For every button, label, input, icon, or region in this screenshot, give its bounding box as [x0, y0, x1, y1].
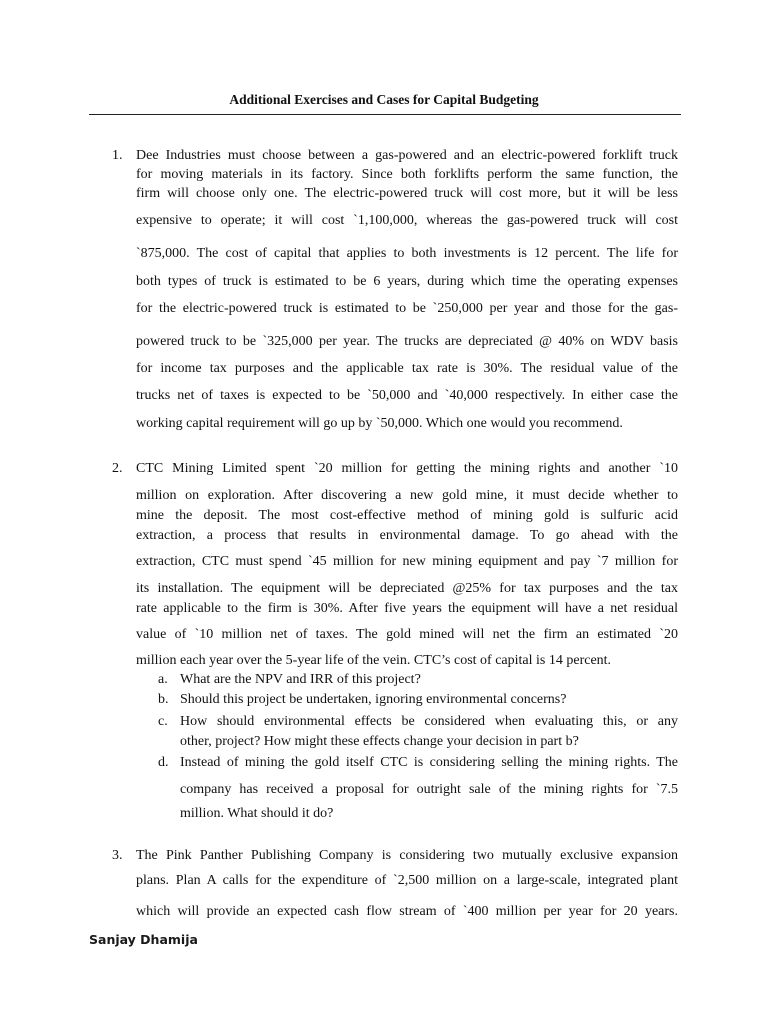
question-number: 2. [112, 461, 123, 476]
paragraph-line: expensive to operate; it will cost `1,100,000, whereas the gas-powered truck will cost [136, 213, 678, 228]
subquestion-line: Instead of mining the gold itself CTC is considering selling the mining rights. The [180, 755, 678, 770]
paragraph-line: rate applicable to the firm is 30%. After five years the equipment will have a net residual [136, 601, 678, 616]
paragraph-line: plans. Plan A calls for the expenditure of `2,500 million on a large-scale, integrated plant [136, 873, 678, 888]
paragraph-line: The Pink Panther Publishing Company is considering two mutually exclusive expansion [136, 848, 678, 863]
title-divider [89, 114, 681, 115]
paragraph-line: which will provide an expected cash flow stream of `400 million per year for 20 years. [136, 904, 678, 919]
paragraph-line: its installation. The equipment will be depreciated @25% for tax purposes and the tax [136, 581, 678, 596]
subquestion-line: How should environmental effects be considered when evaluating this, or any [180, 714, 678, 729]
paragraph-line: million each year over the 5-year life of the vein. CTC’s cost of capital is 14 percent. [136, 653, 612, 668]
question-number: 1. [112, 148, 123, 163]
paragraph-line: trucks net of taxes is expected to be `50,000 and `40,000 respectively. In either case the [136, 388, 678, 403]
paragraph-line: firm will choose only one. The electric-powered truck will cost more, but it will be less [136, 186, 678, 201]
subquestion-label: a. [158, 672, 168, 687]
footer-author: Sanjay Dhamija [89, 932, 198, 947]
paragraph-line: value of `10 million net of taxes. The gold mined will net the firm an estimated `20 [136, 627, 678, 642]
paragraph-line: extraction, a process that results in environmental damage. To go ahead with the [136, 528, 678, 543]
paragraph-line: extraction, CTC must spend `45 million for new mining equipment and pay `7 million for [136, 554, 678, 569]
subquestion-label: d. [158, 755, 169, 770]
subquestion-line: million. What should it do? [180, 806, 334, 821]
subquestion-line: Should this project be undertaken, ignoring environmental concerns? [180, 692, 567, 707]
paragraph-line: working capital requirement will go up by `50,000. Which one would you recommend. [136, 416, 623, 431]
subquestion-line: company has received a proposal for outright sale of the mining rights for `7.5 [180, 782, 678, 797]
paragraph-line: powered truck to be `325,000 per year. The trucks are depreciated @ 40% on WDV basis [136, 334, 678, 349]
paragraph-line: for moving materials in its factory. Since both forklifts perform the same function, the [136, 167, 678, 182]
subquestion-line: other, project? How might these effects change your decision in part b? [180, 734, 579, 749]
paragraph-line: mine the deposit. The most cost-effective method of mining gold is sulfuric acid [136, 508, 678, 523]
subquestion-line: What are the NPV and IRR of this project? [180, 672, 421, 687]
paragraph-line: CTC Mining Limited spent `20 million for getting the mining rights and another `10 [136, 461, 678, 476]
document-title: Additional Exercises and Cases for Capital Budgeting [229, 92, 539, 107]
question-number: 3. [112, 848, 123, 863]
paragraph-line: million on exploration. After discovering a new gold mine, it must decide whether to [136, 488, 678, 503]
subquestion-label: b. [158, 692, 169, 707]
paragraph-line: `875,000. The cost of capital that applies to both investments is 12 percent. The life for [136, 246, 678, 261]
paragraph-line: for income tax purposes and the applicable tax rate is 30%. The residual value of the [136, 361, 678, 376]
subquestion-label: c. [158, 714, 168, 729]
paragraph-line: for the electric-powered truck is estimated to be `250,000 per year and those for the gas- [136, 301, 678, 316]
paragraph-line: both types of truck is estimated to be 6 years, during which time the operating expenses [136, 274, 678, 289]
paragraph-line: Dee Industries must choose between a gas-powered and an electric-powered forklift truck [136, 148, 678, 163]
